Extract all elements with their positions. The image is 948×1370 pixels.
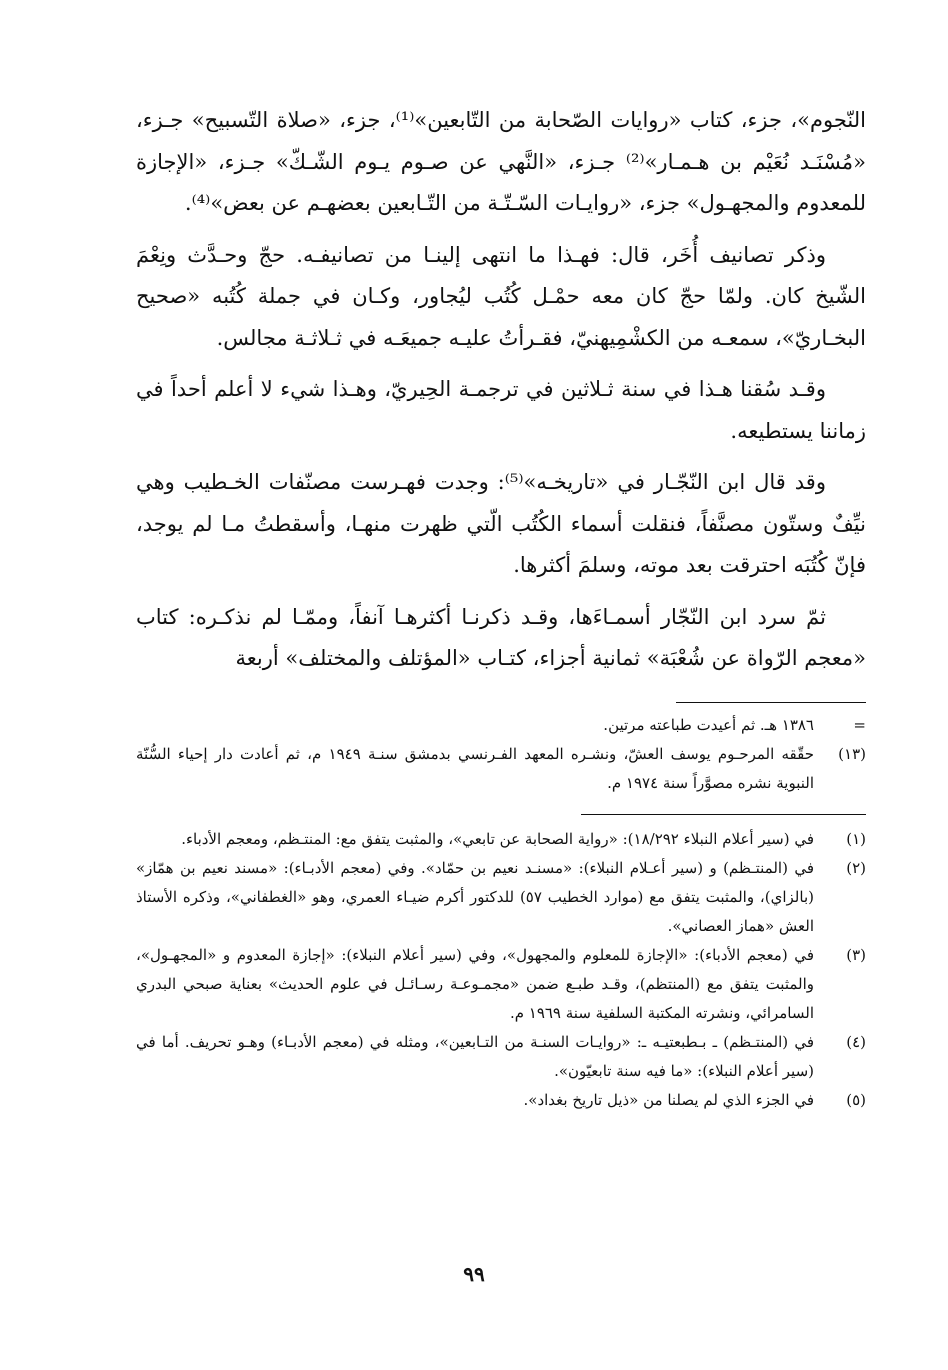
footnote-number: (٢) [846, 858, 866, 877]
paragraph-2: وذكر تصانيف أُخَر، قال: فهـذا ما انتهى إلينـا من تصانيفـه. حجّ وحـدَّث ونِعْمَ الشّيخ كان. ولمّا حجّ كان معه حمْـل كُتُب ليُجاور، وكـان في جملة كُتُبه «صحيح البخـاريّ»، سمعـه من الكشْمِيهنيّ، فقـرأتُ عليـه جميعَـه في ثـلاثـة مجالس. [136, 242, 866, 350]
footnote-text: في (معجم الأدباء): «الإجازة للمعلوم والمجهول»، وفي (سير أعلام النبلاء): «إجازة المعدوم و «المجهـول»، والمثبت يتفق مع (المنتظم)، وقـد طبـع ضمن «مجمـوعـة رسـائـل في علوم الحديث» بعناية صبحي البدري السامرائي، ونشرته المكتبة السلفية سنة ١٩٦٩ م. [136, 945, 815, 1022]
continued-notes [136, 711, 866, 798]
footnote-number: (٥) [846, 1090, 866, 1109]
footnote-number: (٤) [846, 1032, 866, 1051]
footnote-3 [136, 941, 866, 1028]
footnotes [136, 825, 866, 1115]
footnote-5 [136, 1086, 866, 1115]
paragraph-3: وقـد سُقنا هـذا في سنة ثـلاثين في ترجمـة الحِيريّ، وهـذا شيء لا أعلم أحداً في زماننا يستطيعه. [136, 377, 866, 443]
continued-note [136, 740, 866, 798]
note-marker: = [853, 715, 866, 734]
page-number: ٩٩ [463, 1262, 485, 1286]
footnote-divider-lower [581, 814, 866, 815]
footnote-text: في (المنتـظم) ـ بـطبعتيـه ـ: «روايـات السنـة من التـابعين»، ومثله في (معجم الأدبـاء) وهـو تحريف. أما في (سير أعلام النبلاء): «ما فيه سنة تابعيّون». [136, 1032, 814, 1080]
footnote-number: (٣) [846, 945, 866, 964]
paragraph-5: ثمّ سرد ابن النّجّار أسمـاءَها، وقـد ذكرنـا أكثرهـا آنفاً، وممّـا لم نذكـره: كتاب «معجم الرّواة عن شُعْبَة» ثمانية أجزاء، كتـاب «المؤتلف والمختلف» أربعة [136, 604, 866, 670]
note-number: (١٣) [838, 744, 866, 763]
book-page [136, 100, 866, 1115]
main-text [136, 100, 866, 680]
footnote-4 [136, 1028, 866, 1086]
footnote-divider-upper [676, 702, 866, 703]
footnote-1 [136, 825, 866, 854]
footnote-number: (١) [846, 829, 866, 848]
footnote-2 [136, 854, 866, 941]
paragraph-4: وقد قال ابن النّجّـار في «تاريخـه»⁽⁵⁾: وجدت فهـرست مصنّفات الخـطيب وهي نيِّفٌ وستّون مصنَّفاً، فنقلت أسماء الكُتُب الّتي ظهرت منهـا، وأسقطتُ مـا لم يوجد، فإنّ كُتُبَه احترقت بعد موته، وسلمَ أكثرها. [136, 470, 866, 577]
footnote-text: في الجزء الذي لم يصلنا من «ذيل تاريخ بغداد». [523, 1090, 814, 1109]
continued-note [136, 711, 866, 740]
paragraph-1: النّجوم»، جزء، كتاب «روايات الصّحابة من التّابعين»⁽¹⁾، جزء، «صلاة التّسبيح» جـزء، «مُسْنَـد نُعَيْم بن هـمـار»⁽²⁾ جـزء، «النَّهي عن صـوم يـوم الشّـكّ» جـزء، «الإجازة للمعدوم والمجهـول» جزء، «روايـات السّـتّـة من التّـابعين بعضهـم عن بعض»⁽⁴⁾. [136, 108, 866, 215]
footnote-text: في (المنتـظم) و (سير أعـلام النبلاء): «مسنـد نعيم بن حمّاد». وفي (معجم الأدبـاء): «مسند نعيم بن همّاز» (بالزاي)، والمثبت يتفق مع (موارد الخطيب ٥٧) للدكتور أكرم ضيـاء العمري، وهو «الغطفاني»، وذكره الأستاذ العش «هماز العصاني». [136, 858, 814, 935]
footnote-text: في (سير أعلام النبلاء ١٨/٢٩٢): «رواية الصحابة عن تابعي»، والمثبت يتفق مع: المنتـظم، ومعجم الأدباء. [181, 829, 814, 848]
note-text: ١٣٨٦ هـ. ثم أعيدت طباعته مرتين. [603, 715, 814, 734]
note-text: حقّقه المرحـوم يوسف العشّ، ونشـره المعهد الفـرنسي بدمشق سنـة ١٩٤٩ م، ثم أعادت دار إحياء السُّنّة النبوية نشره مصوَّراً سنة ١٩٧٤ م. [136, 744, 814, 792]
